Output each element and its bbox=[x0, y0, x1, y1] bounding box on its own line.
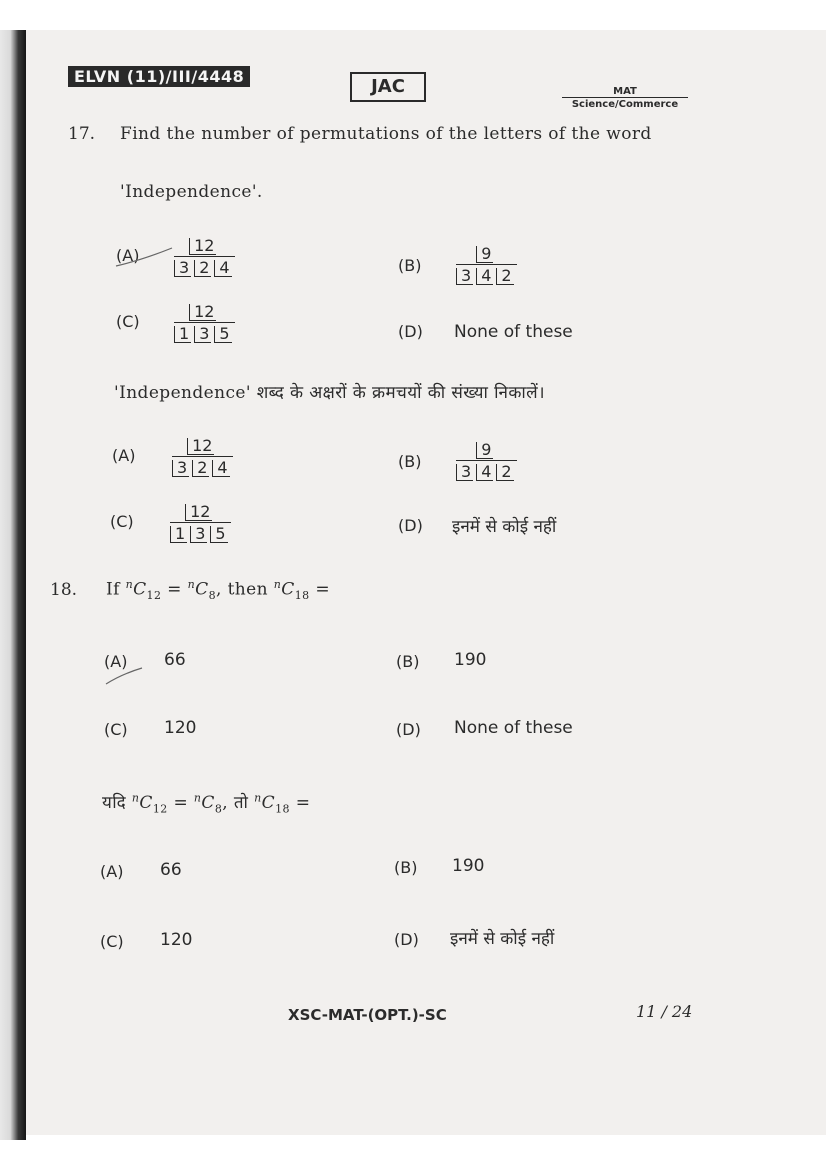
q18-hi-c-value: 120 bbox=[160, 930, 193, 950]
q18-hi-a-value: 66 bbox=[160, 860, 182, 880]
n-superscript: n bbox=[131, 791, 140, 805]
factorial-den: 5 bbox=[210, 526, 227, 543]
q17-en-b-fraction bbox=[456, 244, 517, 285]
q18-en-a-value: 66 bbox=[164, 650, 186, 670]
subscript: 12 bbox=[146, 589, 162, 603]
q17-en-d-text: None of these bbox=[454, 322, 573, 342]
q18-hi-if: यदि bbox=[102, 793, 127, 813]
n-superscript: n bbox=[254, 791, 262, 805]
q17-number: 17. bbox=[68, 124, 96, 144]
page-number: 11 / 24 bbox=[636, 1002, 693, 1021]
paper-code-badge: ELVN (11)/III/4448 bbox=[68, 66, 250, 87]
subscript: 8 bbox=[214, 802, 223, 816]
factorial-num: 12 bbox=[185, 504, 212, 521]
subscript: 18 bbox=[275, 802, 290, 816]
c-symbol: C bbox=[201, 793, 215, 813]
c-symbol: C bbox=[261, 793, 276, 813]
q17-en-c-fraction bbox=[174, 302, 235, 343]
q18-en-b-label: (B) bbox=[396, 652, 420, 671]
n-superscript: n bbox=[193, 791, 202, 805]
equals: = bbox=[173, 793, 189, 813]
factorial-den: 4 bbox=[476, 464, 493, 481]
q17-en-c-label: (C) bbox=[116, 312, 140, 331]
q18-number: 18. bbox=[50, 580, 78, 600]
c-symbol: C bbox=[139, 793, 153, 813]
subject-stream: Science/Commerce bbox=[562, 97, 688, 110]
factorial-den: 3 bbox=[190, 526, 207, 543]
q18-hi-d-value: इनमें से कोई नहीं bbox=[450, 929, 555, 949]
q17-en-b-label: (B) bbox=[398, 256, 422, 275]
footer-paper-code: XSC-MAT-(OPT.)-SC bbox=[288, 1006, 447, 1024]
q18-text-hindi bbox=[102, 790, 310, 815]
q17-en-a-fraction bbox=[174, 236, 235, 277]
q17-hi-b-fraction bbox=[456, 440, 517, 481]
q18-hi-b-label: (B) bbox=[394, 858, 418, 877]
equals: = bbox=[315, 579, 330, 600]
q17-hi-d-text: इनमें से कोई नहीं bbox=[452, 517, 557, 537]
factorial-num: 12 bbox=[189, 304, 216, 321]
factorial-den: 2 bbox=[496, 464, 513, 481]
factorial-den: 3 bbox=[194, 326, 211, 343]
q17-hi-a-fraction bbox=[172, 436, 233, 477]
q17-hi-c-fraction bbox=[170, 502, 231, 543]
answer-tick-mark bbox=[102, 664, 146, 688]
q18-text bbox=[106, 578, 330, 602]
q18-hi-then: , तो bbox=[222, 793, 249, 813]
q17-hi-d-label: (D) bbox=[398, 516, 423, 535]
factorial-den: 4 bbox=[212, 460, 229, 477]
q18-hi-a-label: (A) bbox=[100, 862, 124, 881]
factorial-den: 5 bbox=[214, 326, 231, 343]
q17-en-d-label: (D) bbox=[398, 322, 423, 341]
q18-hi-b-value: 190 bbox=[452, 856, 485, 876]
factorial-den: 1 bbox=[174, 326, 191, 343]
n-superscript: n bbox=[125, 578, 134, 591]
q18-en-d-value: None of these bbox=[454, 718, 573, 738]
q18-en-c-label: (C) bbox=[104, 720, 128, 739]
factorial-num: 12 bbox=[189, 238, 216, 255]
q18-if: If bbox=[106, 579, 120, 600]
q18-hi-d-label: (D) bbox=[394, 930, 419, 949]
factorial-den: 3 bbox=[172, 460, 189, 477]
subscript: 8 bbox=[208, 589, 216, 603]
factorial-den: 4 bbox=[214, 260, 231, 277]
factorial-den: 4 bbox=[476, 268, 493, 285]
factorial-num: 9 bbox=[476, 442, 493, 459]
c-symbol: C bbox=[281, 579, 295, 600]
q18-hi-c-label: (C) bbox=[100, 932, 124, 951]
subscript: 18 bbox=[294, 589, 310, 603]
factorial-den: 3 bbox=[456, 268, 473, 285]
q17-hi-a-label: (A) bbox=[112, 446, 136, 465]
factorial-den: 3 bbox=[174, 260, 191, 277]
q17-hi-c-label: (C) bbox=[110, 512, 134, 531]
factorial-den: 2 bbox=[192, 460, 209, 477]
c-symbol: C bbox=[195, 579, 209, 600]
q18-then: , then bbox=[215, 579, 268, 600]
factorial-num: 9 bbox=[476, 246, 493, 263]
subscript: 12 bbox=[152, 802, 168, 816]
q17-en-a-label: (A) bbox=[116, 246, 140, 265]
factorial-num: 12 bbox=[187, 438, 214, 455]
q18-en-d-label: (D) bbox=[396, 720, 421, 739]
c-symbol: C bbox=[133, 579, 147, 600]
n-superscript: n bbox=[273, 578, 282, 591]
subject-label bbox=[562, 86, 688, 110]
board-name-box: JAC bbox=[350, 72, 426, 102]
subject-name: MAT bbox=[613, 86, 637, 97]
q17-text-hindi: 'Independence' शब्द के अक्षरों के क्रमचयों की संख्या निकालें। bbox=[114, 383, 545, 403]
n-superscript: n bbox=[187, 578, 196, 591]
q18-en-a-label: (A) bbox=[104, 652, 128, 671]
q18-en-b-value: 190 bbox=[454, 650, 487, 670]
page-edge-shadow bbox=[0, 30, 26, 1140]
answer-tick-mark bbox=[112, 244, 174, 270]
factorial-den: 2 bbox=[496, 268, 513, 285]
q17-text-line1: Find the number of permutations of the letters of the word bbox=[120, 124, 652, 144]
equals: = bbox=[295, 793, 311, 813]
factorial-den: 1 bbox=[170, 526, 187, 543]
factorial-den: 2 bbox=[194, 260, 211, 277]
q17-text-line2: 'Independence'. bbox=[120, 182, 263, 202]
equals: = bbox=[167, 579, 182, 600]
q18-en-c-value: 120 bbox=[164, 718, 197, 738]
q17-hi-b-label: (B) bbox=[398, 452, 422, 471]
factorial-den: 3 bbox=[456, 464, 473, 481]
